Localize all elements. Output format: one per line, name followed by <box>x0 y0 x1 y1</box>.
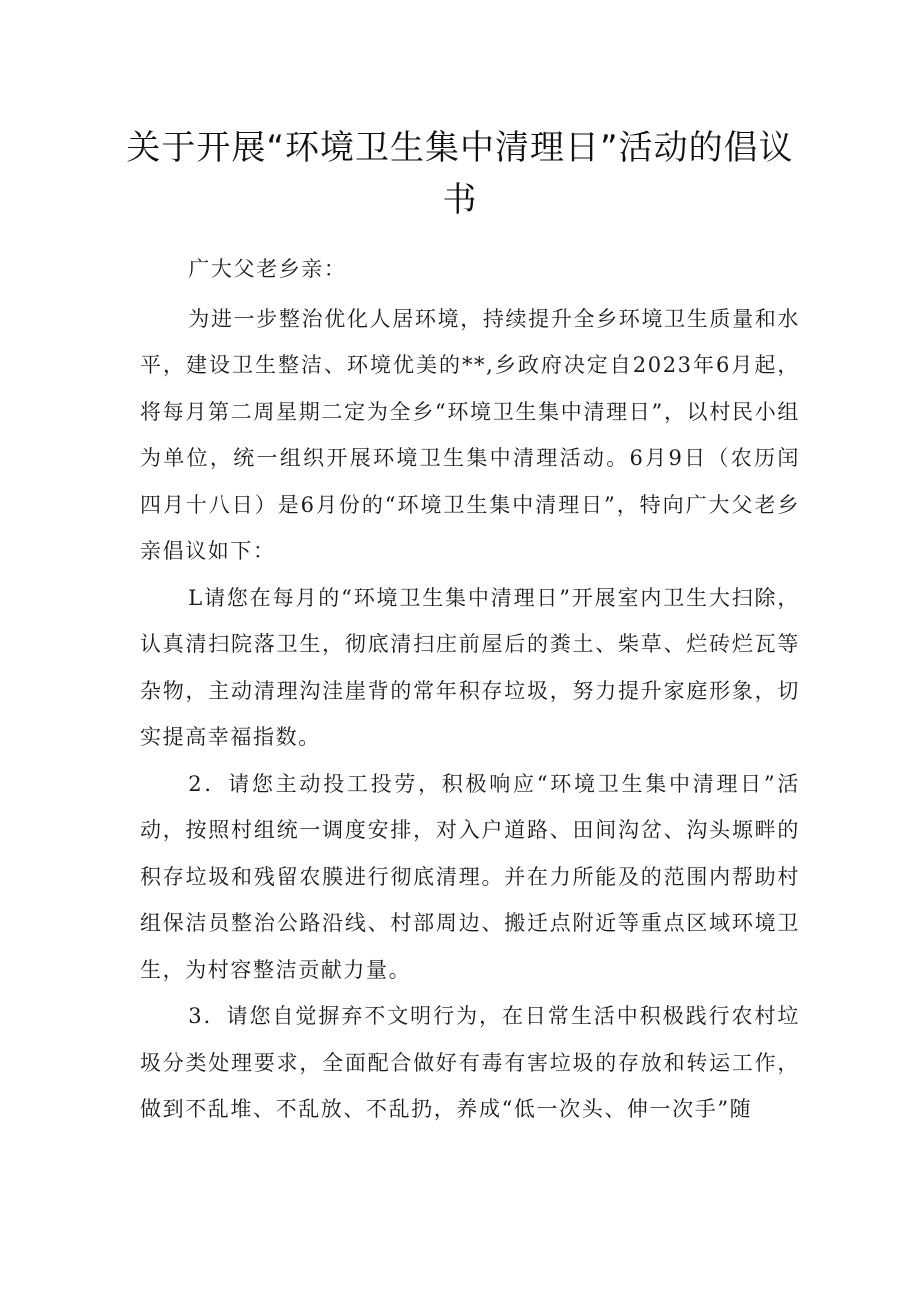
document-title: 关于开展“环境卫生集中清理日”活动的倡议书 <box>126 128 794 220</box>
paragraph-item-2: 2．请您主动投工投劳，积极响应“环境卫生集中清理日”活动，按照村组统一调度安排，对入户道路、田间沟岔、沟头塬畔的积存垃圾和残留农膜进行彻底清理。并在力所能及的范围内帮助村组保洁员整治公路沿线、村部周边、搬迁点附近等重点区域环境卫生，为村容整洁贡献力量。 <box>140 771 800 982</box>
paragraph-item-1: L请您在每月的“环境卫生集中清理日”开展室内卫生大扫除，认真清扫院落卫生，彻底清扫庄前屋后的粪土、柴草、烂砖烂瓦等杂物，主动清理沟洼崖背的常年积存垃圾，努力提升家庭形象，切实提高幸福指数。 <box>140 585 800 749</box>
paragraph-intro: 为进一步整治优化人居环境，持续提升全乡环境卫生质量和水平，建设卫生整洁、环境优美的**,乡政府决定自2023年6月起，将每月第二周星期二定为全乡“环境卫生集中清理日”，以村民小组为单位，统一组织开展环境卫生集中清理活动。6月9日（农历闰四月十八日）是6月份的“环境卫生集中清理日”，特向广大父老乡亲倡议如下： <box>140 306 800 563</box>
document-body <box>140 246 800 1133</box>
paragraph-item-3: 3．请您自觉摒弃不文明行为，在日常生活中积极践行农村垃圾分类处理要求，全面配合做好有毒有害垃圾的存放和转运工作，做到不乱堆、不乱放、不乱扔，养成“低一次头、伸一次手”随 <box>140 1004 800 1121</box>
salutation: 广大父老乡亲： <box>188 257 347 281</box>
